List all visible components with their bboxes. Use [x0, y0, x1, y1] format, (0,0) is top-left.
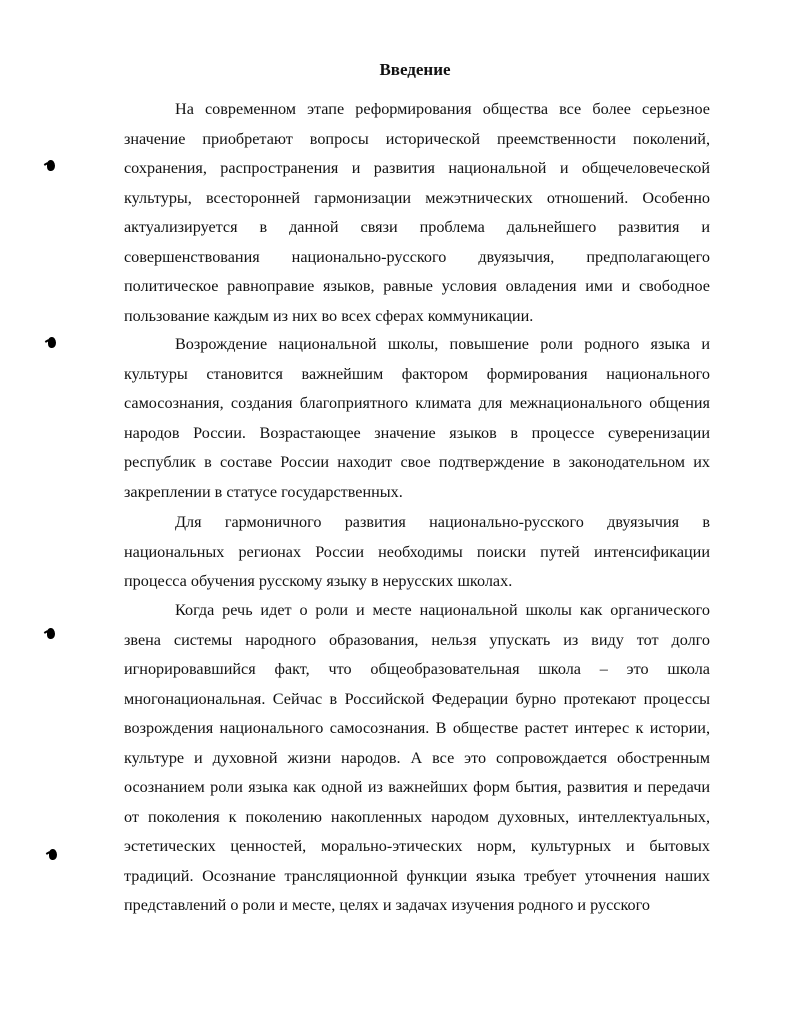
paragraph-4: Когда речь идет о роли и месте национальной школы как органического звена системы народного образования, нельзя упускать из виду тот долго игнорировавшийся факт, что общеобразовательная школа – это школа многонациональная. Сейчас в Российской Федерации бурно протекают процессы возрождения национального самосознания. В обществе растет интерес к истории, культуре и духовной жизни народов. А все это сопровождается обостренным осознанием роли языка как одной из важнейших форм бытия, развития и передачи от поколения к поколению накопленных народом духовных, интеллектуальных, эстетических ценностей, морально-этических норм, культурных и бытовых традиций. Осознание трансляционной функции языка требует уточнения наших представлений о роли и месте, целях и задачах изучения родного и русского	[124, 601, 710, 914]
scan-punch-mark-3	[47, 628, 55, 639]
paragraph-2: Возрождение национальной школы, повышение роли родного языка и культуры становится важнейшим фактором формирования национального самосознания, создания благоприятного климата для межнационального общения народов России. Возрастающее значение языков в процессе суверенизации республик в составе России находит свое подтверждение в законодательном их закреплении в статусе государственных.	[124, 335, 710, 501]
page-title: Введение	[379, 60, 451, 79]
scan-punch-mark-2	[48, 337, 56, 348]
paragraph-3: Для гармоничного развития национально-русского двуязычия в национальных регионах России необходимы поиски путей интенсификации процесса обучения русскому языку в нерусских школах.	[124, 513, 710, 590]
scan-punch-mark-4	[49, 849, 57, 860]
scan-punch-mark-1	[47, 160, 55, 171]
paragraph-1: На современном этапе реформирования общества все более серьезное значение приобретают вопросы исторической преемственности поколений, сохранения, распространения и развития национальной и общечеловеческой культуры, всесторонней гармонизации межэтнических отношений. Особенно актуализируется в данной связи проблема дальнейшего развития и совершенствования национально-русского двуязычия, предполагающего политическое равноправие языков, равные условия овладения ими и свободное пользование каждым из них во всех сферах коммуникации.	[124, 100, 710, 325]
